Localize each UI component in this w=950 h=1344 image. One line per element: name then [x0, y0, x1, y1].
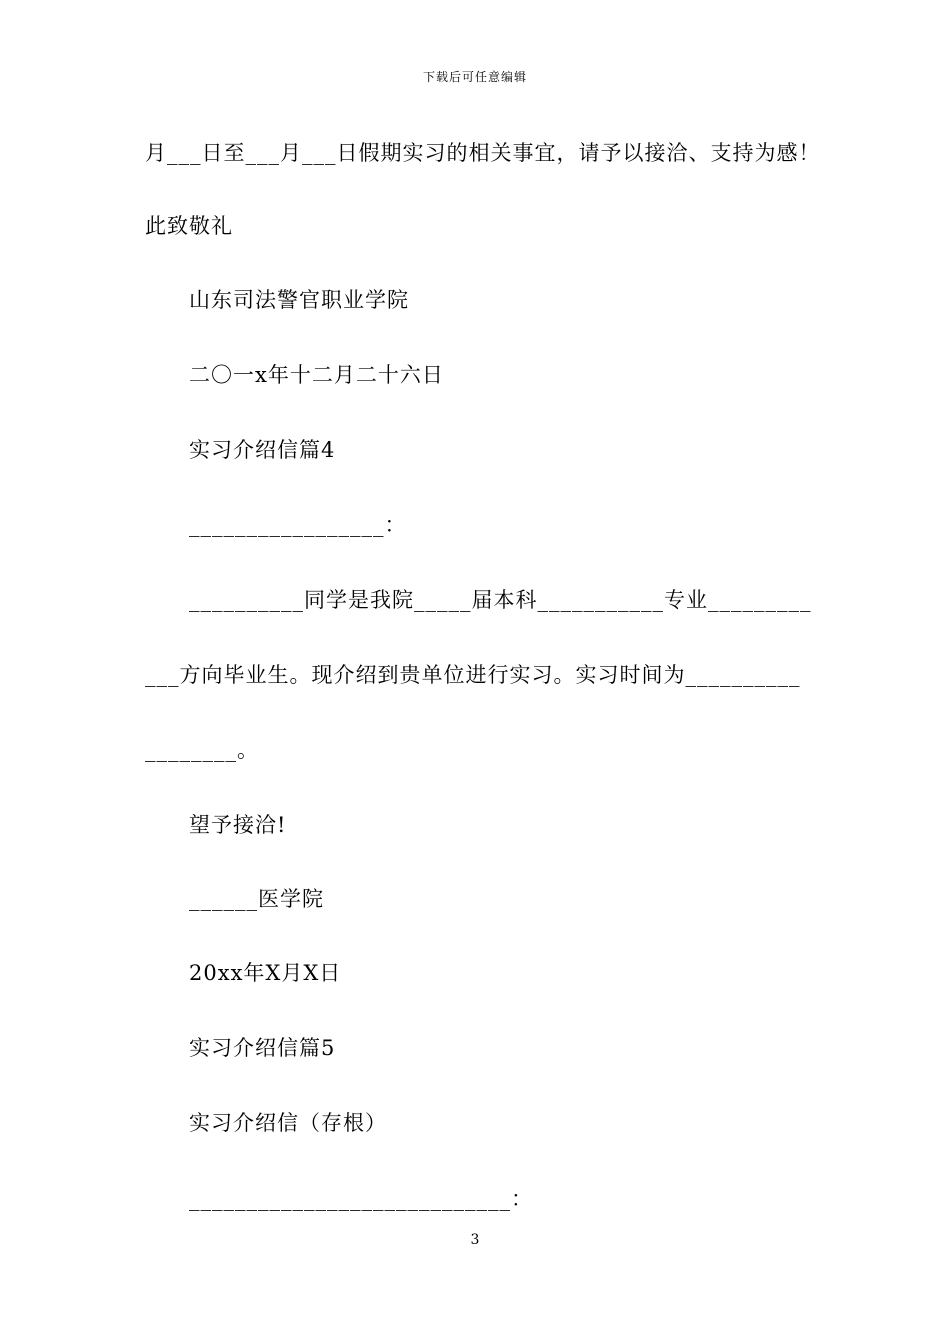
- text-line-internship-time: ________。: [145, 738, 259, 762]
- text-line-stub-title: 实习介绍信（存根）: [189, 1111, 387, 1135]
- text-line-recipient-blank-2: ____________________________：: [189, 1187, 533, 1211]
- text-line-date: 二〇一x年十二月二十六日: [189, 363, 444, 387]
- text-line-institution: 山东司法警官职业学院: [189, 288, 409, 312]
- header-note: 下载后可任意编辑: [422, 70, 527, 84]
- text-line-recipient-blank: _________________：: [189, 513, 407, 537]
- section-heading-4: 实习介绍信篇4: [189, 438, 336, 462]
- section-heading-5: 实习介绍信篇5: [189, 1036, 336, 1060]
- text-line-leave-dates: 月___日至___月___日假期实习的相关事宜，请予以接洽、支持为感！: [145, 141, 821, 165]
- text-line-request: 望予接洽!: [189, 813, 287, 837]
- text-line-internship-desc: ___方向毕业生。现介绍到贵单位进行实习。实习时间为__________: [145, 663, 801, 687]
- text-line-student-intro: __________同学是我院_____届本科___________专业_________: [189, 588, 812, 612]
- text-line-medical-school: ______医学院: [189, 887, 324, 911]
- text-line-closing: 此致敬礼: [145, 214, 233, 238]
- text-line-date-2: 20xx年X月X日: [189, 961, 342, 985]
- page-number: 3: [470, 1232, 480, 1248]
